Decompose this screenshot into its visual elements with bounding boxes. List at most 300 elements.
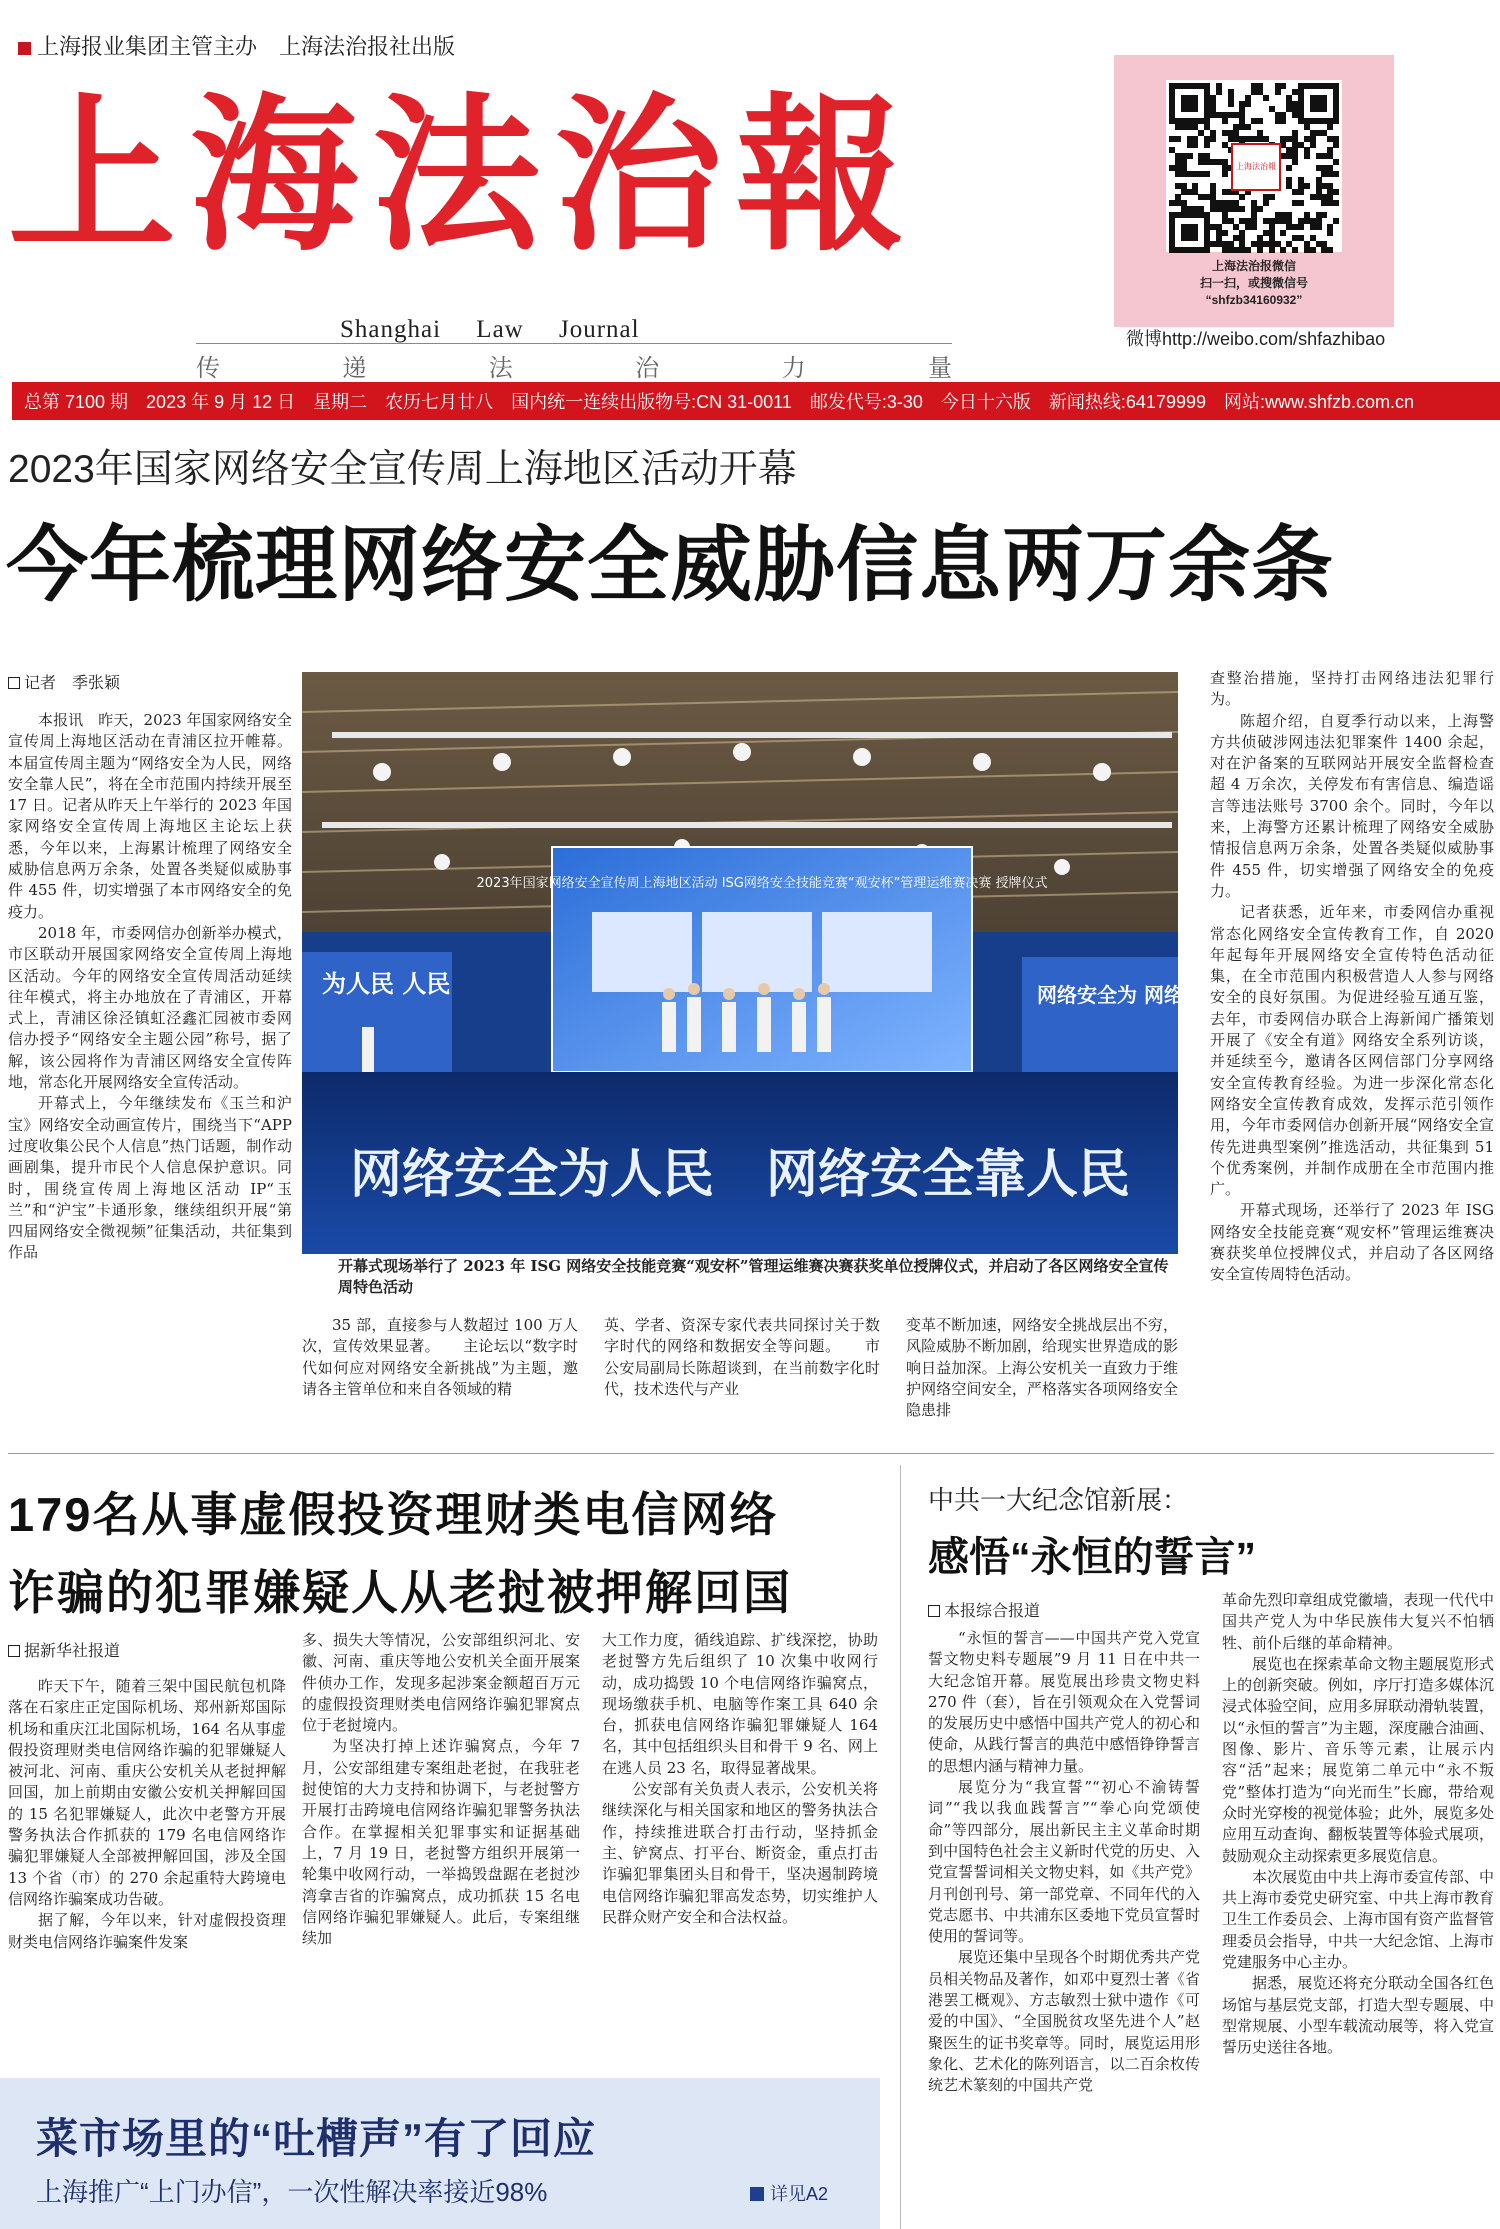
- qr-module: [1245, 224, 1251, 230]
- qr-module: [1280, 142, 1286, 148]
- story2-byline-text: 据新华社报道: [24, 1641, 121, 1660]
- story2-paragraph: 昨天下午，随着三架中国民航包机降落在石家庄正定国际机场、郑州新郑国际机场和重庆江北国际机场，164 名从事虚假投资理财类电信网络诈骗的犯罪嫌疑人被河北、河南、重庆公安机关从老挝押解回国，加上前期由安徽公安机关押解回国的 15 名犯罪嫌疑人，此次中老警方开展警务执法合作抓获的 179 名电信网络诈骗犯罪嫌疑人全部被押解回国，涉及全国 13 个省（市）的 270 余起重特大跨境电信网络诈骗案成功告破。: [8, 1677, 286, 1908]
- qr-module: [1181, 165, 1187, 171]
- qr-module: [1175, 200, 1181, 206]
- qr-module: [1233, 200, 1239, 206]
- qr-module: [1333, 142, 1339, 148]
- qr-module: [1280, 212, 1286, 218]
- qr-module: [1192, 124, 1198, 130]
- qr-module: [1222, 212, 1228, 218]
- qr-module: [1187, 118, 1193, 124]
- story2-column-1: [8, 1676, 286, 1953]
- qr-module: [1222, 230, 1228, 236]
- column-rule: [900, 1465, 901, 2229]
- lead-headline[interactable]: 今年梳理网络安全威胁信息两万余条: [6, 520, 1335, 611]
- qr-module: [1210, 183, 1216, 189]
- qr-module: [1310, 194, 1316, 200]
- qr-module: [1333, 118, 1339, 124]
- qr-module: [1298, 95, 1304, 101]
- publisher-text: 上海法治报社出版: [279, 34, 456, 59]
- qr-module: [1169, 212, 1175, 218]
- qr-module: [1204, 153, 1210, 159]
- qr-module: [1316, 165, 1322, 171]
- qr-module: [1316, 212, 1322, 218]
- qr-module: [1269, 224, 1275, 230]
- qr-module: [1280, 136, 1286, 142]
- qr-module: [1204, 235, 1210, 241]
- qr-module: [1198, 83, 1204, 89]
- qr-module: [1280, 230, 1286, 236]
- qr-module: [1222, 241, 1228, 247]
- qr-module: [1333, 101, 1339, 107]
- story2-headline-line2[interactable]: 诈骗的犯罪嫌疑人从老挝被押解回国: [8, 1566, 792, 1619]
- qr-module: [1192, 206, 1198, 212]
- qr-module: [1310, 142, 1316, 148]
- qr-module: [1169, 230, 1175, 236]
- qr-module: [1316, 95, 1322, 101]
- qr-module: [1187, 101, 1193, 107]
- qr-module: [1175, 165, 1181, 171]
- qr-module: [1298, 183, 1304, 189]
- qr-module: [1187, 153, 1193, 159]
- qr-module: [1269, 218, 1275, 224]
- qr-module: [1210, 189, 1216, 195]
- issue-info-bar: [12, 382, 1500, 420]
- promo-subtitle: 上海推广“上门办信”，一次性解决率接近98%: [36, 2177, 548, 2207]
- qr-module: [1286, 241, 1292, 247]
- postal-code: 邮发代号:3-30: [809, 392, 923, 412]
- qr-module: [1222, 142, 1228, 148]
- lead-byline: [8, 670, 120, 693]
- qr-module: [1192, 106, 1198, 112]
- qr-module: [1316, 106, 1322, 112]
- qr-module: [1187, 171, 1193, 177]
- story2-paragraph: 公安部有关负责人表示，公安机关将继续深化与相关国家和地区的警务执法合作，持续推进联合打击行动，坚持抓金主、铲窝点、打平台、断资金，重点打击诈骗犯罪集团头目和骨干，坚决遏制跨境电信网络诈骗犯罪高发态势，切实维护人民群众财产安全和合法权益。: [602, 1780, 878, 1926]
- qr-module: [1169, 165, 1175, 171]
- story3-paragraph: 展览还集中呈现各个时期优秀共产党员相关物品及著作，如邓中夏烈士著《省港罢工概观》、方志敏烈士狱中遗作《可爱的中国》、“全国脱贫攻坚先进个人”赵聚医生的证书奖章等。同时，展览运用形象化、艺术化的陈列语言，以二百余枚传统艺术篆刻的中国共产党: [928, 1948, 1200, 2095]
- qr-module: [1333, 95, 1339, 101]
- promo-see-more[interactable]: [750, 2180, 828, 2206]
- wechat-qr-code[interactable]: [1166, 80, 1342, 252]
- qr-module: [1286, 183, 1292, 189]
- story3-headline[interactable]: 感悟“永恒的誓言”: [928, 1534, 1256, 1580]
- qr-module: [1192, 118, 1198, 124]
- qr-module: [1321, 165, 1327, 171]
- qr-module: [1233, 247, 1239, 253]
- qr-module: [1310, 95, 1316, 101]
- qr-module: [1327, 189, 1333, 195]
- qr-module: [1275, 218, 1281, 224]
- lead-paragraph: 变革不断加速，网络安全挑战层出不穷，风险威胁不断加剧，给现实世界造成的影响日益加深。上海公安机关一直致力于维护网络空间安全，严格落实各项网络安全隐患排: [906, 1316, 1178, 1420]
- qr-module: [1216, 200, 1222, 206]
- qr-module: [1333, 112, 1339, 118]
- qr-module: [1169, 235, 1175, 241]
- qr-module: [1216, 112, 1222, 118]
- story3-byline-text: 本报综合报道: [944, 1601, 1041, 1620]
- qr-module: [1175, 183, 1181, 189]
- qr-module: [1304, 118, 1310, 124]
- qr-module: [1316, 183, 1322, 189]
- qr-module: [1204, 171, 1210, 177]
- qr-module: [1187, 212, 1193, 218]
- slogan-char: 力: [781, 354, 806, 382]
- qr-module: [1257, 241, 1263, 247]
- qr-module: [1269, 235, 1275, 241]
- qr-module: [1204, 136, 1210, 142]
- qr-module: [1169, 136, 1175, 142]
- qr-module: [1257, 130, 1263, 136]
- qr-module: [1239, 218, 1245, 224]
- qr-module: [1222, 159, 1228, 165]
- qr-module: [1321, 171, 1327, 177]
- qr-module: [1222, 218, 1228, 224]
- qr-module: [1286, 212, 1292, 218]
- qr-module: [1316, 189, 1322, 195]
- story2-headline-line1[interactable]: 179名从事虚假投资理财类电信网络: [8, 1488, 779, 1541]
- story3-kicker: 中共一大纪念馆新展：: [928, 1485, 1189, 1515]
- lead-paragraph: 记者获悉，近年来，市委网信办重视常态化网络安全宣传教育工作，自 2020 年起每年开展网络安全宣传特色活动征集，在全市范围内积极营造人人参与网络安全的良好氛围。为促进经验互通互鉴，去年，市委网信办联合上海新闻广播策划开展了《安全有道》网络安全系列访谈，并延续至今，邀请各区网信部门分享网络安全宣传教育经验。为进一步深化常态化网络安全宣传教育成效，发挥示范引领作用，今年市委网信办创新开展“网络安全宣传先进典型案例”推选活动，共征集到 51 个优秀案例，并制作成册在全市范围内推广。: [1210, 903, 1494, 1199]
- qr-module: [1321, 212, 1327, 218]
- qr-module: [1210, 194, 1216, 200]
- qr-module: [1204, 142, 1210, 148]
- qr-module: [1292, 247, 1298, 253]
- qr-module: [1198, 212, 1204, 218]
- qr-module: [1298, 83, 1304, 89]
- photo-caption: 开幕式现场举行了 2023 年 ISG 网络安全技能竞赛“观安杯”管理运维赛决赛获奖单位授牌仪式，并启动了各区网络安全宣传周特色活动: [338, 1257, 1169, 1296]
- qr-module: [1257, 83, 1263, 89]
- slogan-char: 递: [342, 354, 367, 382]
- qr-module: [1216, 230, 1222, 236]
- qr-module: [1228, 218, 1234, 224]
- issue-weekday: 星期二: [313, 392, 368, 412]
- qr-module: [1310, 136, 1316, 142]
- qr-module: [1316, 130, 1322, 136]
- qr-module: [1239, 106, 1245, 112]
- qr-module: [1210, 241, 1216, 247]
- qr-module: [1239, 136, 1245, 142]
- qr-module: [1198, 206, 1204, 212]
- qr-module: [1257, 136, 1263, 142]
- qr-module: [1181, 212, 1187, 218]
- slogan: [196, 348, 952, 383]
- qr-module: [1181, 101, 1187, 107]
- qr-module: [1292, 159, 1298, 165]
- qr-module: [1321, 83, 1327, 89]
- qr-module: [1187, 95, 1193, 101]
- qr-module: [1216, 159, 1222, 165]
- qr-module: [1169, 224, 1175, 230]
- section-divider: [8, 1453, 1494, 1454]
- qr-module: [1198, 130, 1204, 136]
- qr-module: [1169, 89, 1175, 95]
- red-square-icon: [18, 42, 31, 55]
- story3-paragraph: 据悉，展览还将充分联动全国各红色场馆与基层党支部，打造大型专题展、中型常规展、小型车载流动展等，将入党宣誓历史送往各地。: [1222, 1974, 1494, 2057]
- qr-module: [1245, 95, 1251, 101]
- qr-module: [1251, 241, 1257, 247]
- qr-module: [1187, 189, 1193, 195]
- qr-module: [1321, 101, 1327, 107]
- qr-module: [1251, 224, 1257, 230]
- qr-module: [1187, 230, 1193, 236]
- qr-module: [1292, 142, 1298, 148]
- qr-module: [1316, 241, 1322, 247]
- masthead-logo: [8, 70, 968, 310]
- qr-caption-line: 上海法治报微信: [1211, 259, 1296, 273]
- qr-module: [1228, 89, 1234, 95]
- qr-module: [1169, 83, 1175, 89]
- qr-module: [1187, 235, 1193, 241]
- qr-module: [1275, 212, 1281, 218]
- qr-module: [1275, 241, 1281, 247]
- qr-module: [1310, 235, 1316, 241]
- qr-center-logo: 上海法治報: [1231, 143, 1281, 191]
- qr-module: [1292, 235, 1298, 241]
- qr-module: [1192, 83, 1198, 89]
- qr-module: [1204, 118, 1210, 124]
- lead-column-1: [8, 710, 292, 1264]
- qr-module: [1286, 218, 1292, 224]
- qr-module: [1187, 142, 1193, 148]
- qr-module: [1298, 177, 1304, 183]
- qr-module: [1169, 247, 1175, 253]
- qr-module: [1175, 159, 1181, 165]
- qr-module: [1310, 118, 1316, 124]
- qr-module: [1298, 106, 1304, 112]
- qr-module: [1280, 153, 1286, 159]
- issue-date: 2023 年 9 月 12 日: [146, 392, 296, 412]
- qr-module: [1228, 247, 1234, 253]
- story3-paragraph: 展览也在探索革命文物主题展览形式上的创新突破。例如，序厅打造多媒体沉浸式体验空间，应用多屏联动滑轨装置，以“永恒的誓言”为主题，深度融合油画、图像、影片、音乐等元素，让展示内容“活”起来；展览第二单元中“永不叛党”整体打造为“向光而生”长廊，带给观众时光穿梭的视觉体验；此外，展览多处应用互动查询、翻板装置等体验式展项，鼓励观众主动探索更多展览信息。: [1222, 1654, 1494, 1865]
- qr-module: [1298, 189, 1304, 195]
- qr-module: [1204, 212, 1210, 218]
- qr-module: [1228, 95, 1234, 101]
- qr-module: [1292, 112, 1298, 118]
- qr-module: [1192, 224, 1198, 230]
- qr-module: [1298, 218, 1304, 224]
- stage-photo-illustration: [302, 672, 1244, 1254]
- qr-module: [1286, 106, 1292, 112]
- qr-module: [1228, 112, 1234, 118]
- qr-module: [1239, 241, 1245, 247]
- story3-paragraph: 展览分为“我宣誓”“初心不渝铸誓词”“我以我血践誓言”“拳心向党颂使命”等四部分，展出新民主主义革命时期到中国特色社会主义新时代党的历史、入党宣誓誓词相关文物史料，如《共产党》月刊创刊号、第一部党章、不同年代的入党志愿书、中共浦东区委地下党员宣誓时使用的誓词等。: [928, 1778, 1200, 1946]
- qr-module: [1280, 247, 1286, 253]
- qr-module: [1175, 124, 1181, 130]
- qr-module: [1275, 83, 1281, 89]
- qr-module: [1310, 224, 1316, 230]
- qr-module: [1169, 95, 1175, 101]
- qr-module: [1216, 241, 1222, 247]
- qr-module: [1321, 118, 1327, 124]
- qr-module: [1169, 112, 1175, 118]
- qr-module: [1292, 130, 1298, 136]
- lead-paragraph: 开幕式现场，还举行了 2023 年 ISG 网络安全技能竞赛“观安杯”管理运维赛决赛获奖单位授牌仪式，并启动了各区网络安全宣传周特色活动。: [1210, 1201, 1494, 1284]
- qr-module: [1204, 106, 1210, 112]
- qr-module: [1204, 124, 1210, 130]
- website-link[interactable]: 网站:www.shfzb.com.cn: [1224, 392, 1415, 412]
- qr-module: [1251, 218, 1257, 224]
- qr-module: [1251, 212, 1257, 218]
- qr-module: [1210, 106, 1216, 112]
- weibo-link[interactable]: 微博http://weibo.com/shfazhibao: [1126, 329, 1386, 349]
- lead-kicker: 2023年国家网络安全宣传周上海地区活动开幕: [8, 448, 797, 491]
- qr-module: [1310, 83, 1316, 89]
- qr-module: [1292, 200, 1298, 206]
- qr-module: [1169, 147, 1175, 153]
- qr-module: [1228, 206, 1234, 212]
- qr-module: [1216, 83, 1222, 89]
- qr-module: [1333, 83, 1339, 89]
- story2-paragraph: 大工作力度，循线追踪、扩线深挖，协助老挝警方先后组织了 10 次集中收网行动，成功捣毁 10 个电信网络诈骗窝点，现场缴获手机、电脑等作案工具 640 余台，抓获电信网络诈骗犯罪嫌疑人 164 名，其中包括组织头目和骨干 9 名、网上在逃人员 23 名，取得显著战果。: [602, 1631, 878, 1777]
- qr-module: [1245, 218, 1251, 224]
- qr-module: [1316, 153, 1322, 159]
- qr-module: [1187, 224, 1193, 230]
- qr-module: [1210, 224, 1216, 230]
- qr-module: [1321, 153, 1327, 159]
- qr-module: [1222, 130, 1228, 136]
- qr-module: [1204, 194, 1210, 200]
- qr-module: [1321, 95, 1327, 101]
- qr-module: [1298, 118, 1304, 124]
- qr-module: [1233, 136, 1239, 142]
- box-icon: [928, 1605, 940, 1617]
- qr-module: [1316, 224, 1322, 230]
- qr-module: [1280, 112, 1286, 118]
- qr-module: [1316, 218, 1322, 224]
- lead-paragraph: 陈超介绍，自夏季行动以来，上海警方共侦破涉网违法犯罪案件 1400 余起，对在沪备案的互联网站开展安全监督检查超 4 万余次，关停发布有害信息、编造谣言等违法账号 3700 余个。同时，今年以来，上海警方还累计梳理了网络安全威胁情报信息两万余条，处置各类疑似威胁事件 455 件，切实增强了网络安全的免疫力。: [1210, 711, 1494, 900]
- qr-module: [1316, 194, 1322, 200]
- qr-module: [1181, 230, 1187, 236]
- qr-module: [1251, 118, 1257, 124]
- qr-module: [1304, 124, 1310, 130]
- qr-module: [1239, 112, 1245, 118]
- qr-module: [1239, 118, 1245, 124]
- qr-module: [1286, 153, 1292, 159]
- qr-module: [1292, 136, 1298, 142]
- qr-module: [1187, 124, 1193, 130]
- qr-module: [1251, 206, 1257, 212]
- qr-module: [1245, 136, 1251, 142]
- qr-module: [1198, 153, 1204, 159]
- slogan-rule: [196, 343, 952, 344]
- lead-column-2: [302, 1315, 578, 1400]
- qr-module: [1257, 235, 1263, 241]
- qr-module: [1210, 200, 1216, 206]
- qr-module: [1286, 177, 1292, 183]
- qr-module: [1280, 83, 1286, 89]
- qr-module: [1175, 83, 1181, 89]
- lead-column-3: [604, 1315, 880, 1400]
- qr-module: [1181, 200, 1187, 206]
- qr-module: [1263, 95, 1269, 101]
- qr-module: [1175, 212, 1181, 218]
- side-screen-left: 为人民 人民: [322, 970, 451, 998]
- qr-module: [1198, 159, 1204, 165]
- issue-number: 总第 7100 期: [24, 392, 129, 412]
- qr-module: [1233, 124, 1239, 130]
- qr-module: [1204, 224, 1210, 230]
- stage-banner: 2023年国家网络安全宣传周上海地区活动 ISG网络安全技能竞赛“观安杯”管理运维赛决赛 授牌仪式: [476, 876, 1048, 891]
- qr-module: [1175, 153, 1181, 159]
- blue-square-icon: [750, 2187, 764, 2201]
- qr-module: [1233, 235, 1239, 241]
- qr-module: [1204, 83, 1210, 89]
- qr-module: [1327, 124, 1333, 130]
- lead-photo[interactable]: [302, 672, 1244, 1254]
- lead-column-5: [1210, 668, 1494, 1286]
- qr-module: [1304, 241, 1310, 247]
- qr-module: [1286, 136, 1292, 142]
- qr-module: [1228, 130, 1234, 136]
- slogan-char: 量: [927, 354, 952, 382]
- qr-module: [1169, 118, 1175, 124]
- qr-module: [1181, 224, 1187, 230]
- story2-byline: [8, 1638, 120, 1661]
- qr-module: [1181, 124, 1187, 130]
- box-icon: [8, 1645, 20, 1657]
- qr-module: [1187, 106, 1193, 112]
- qr-module: [1192, 247, 1198, 253]
- qr-module: [1286, 147, 1292, 153]
- qr-module: [1333, 106, 1339, 112]
- qr-module: [1280, 218, 1286, 224]
- qr-module: [1310, 101, 1316, 107]
- qr-module: [1321, 106, 1327, 112]
- floor-slogan: 网络安全为人民 网络安全靠人民: [349, 1145, 1131, 1205]
- qr-module: [1187, 83, 1193, 89]
- qr-module: [1298, 200, 1304, 206]
- qr-module: [1298, 89, 1304, 95]
- slogan-char: 治: [635, 354, 660, 382]
- qr-module: [1204, 112, 1210, 118]
- qr-module: [1175, 194, 1181, 200]
- supervisor-text: 上海报业集团主管主办: [37, 34, 258, 59]
- promo-title[interactable]: 菜市场里的“吐槽声”有了回应: [36, 2115, 597, 2162]
- qr-module: [1175, 118, 1181, 124]
- qr-module: [1175, 171, 1181, 177]
- story3-column-1: [928, 1628, 1200, 2097]
- qr-module: [1269, 230, 1275, 236]
- qr-module: [1327, 153, 1333, 159]
- qr-module: [1204, 241, 1210, 247]
- qr-module: [1239, 124, 1245, 130]
- qr-module: [1304, 83, 1310, 89]
- qr-module: [1210, 136, 1216, 142]
- qr-module: [1192, 101, 1198, 107]
- qr-module: [1245, 124, 1251, 130]
- qr-module: [1269, 247, 1275, 253]
- qr-module: [1228, 101, 1234, 107]
- slogan-char: 法: [488, 354, 513, 382]
- qr-module: [1245, 101, 1251, 107]
- qr-module: [1327, 165, 1333, 171]
- qr-module: [1228, 200, 1234, 206]
- qr-module: [1187, 247, 1193, 253]
- qr-module: [1222, 200, 1228, 206]
- box-icon: [8, 677, 20, 689]
- qr-module: [1263, 241, 1269, 247]
- qr-module: [1292, 106, 1298, 112]
- qr-module: [1327, 247, 1333, 253]
- slogan-char: 传: [196, 354, 220, 382]
- lunar-date: 农历七月廿八: [385, 392, 494, 412]
- qr-module: [1292, 153, 1298, 159]
- qr-module: [1292, 147, 1298, 153]
- qr-module: [1181, 189, 1187, 195]
- qr-module: [1263, 218, 1269, 224]
- qr-module: [1275, 118, 1281, 124]
- story3-paragraph: 革命先烈印章组成党徽墙，表现一代代中国共产党人为中华民族伟大复兴不怕牺牲、前仆后继的革命精神。: [1222, 1591, 1494, 1652]
- qr-module: [1204, 159, 1210, 165]
